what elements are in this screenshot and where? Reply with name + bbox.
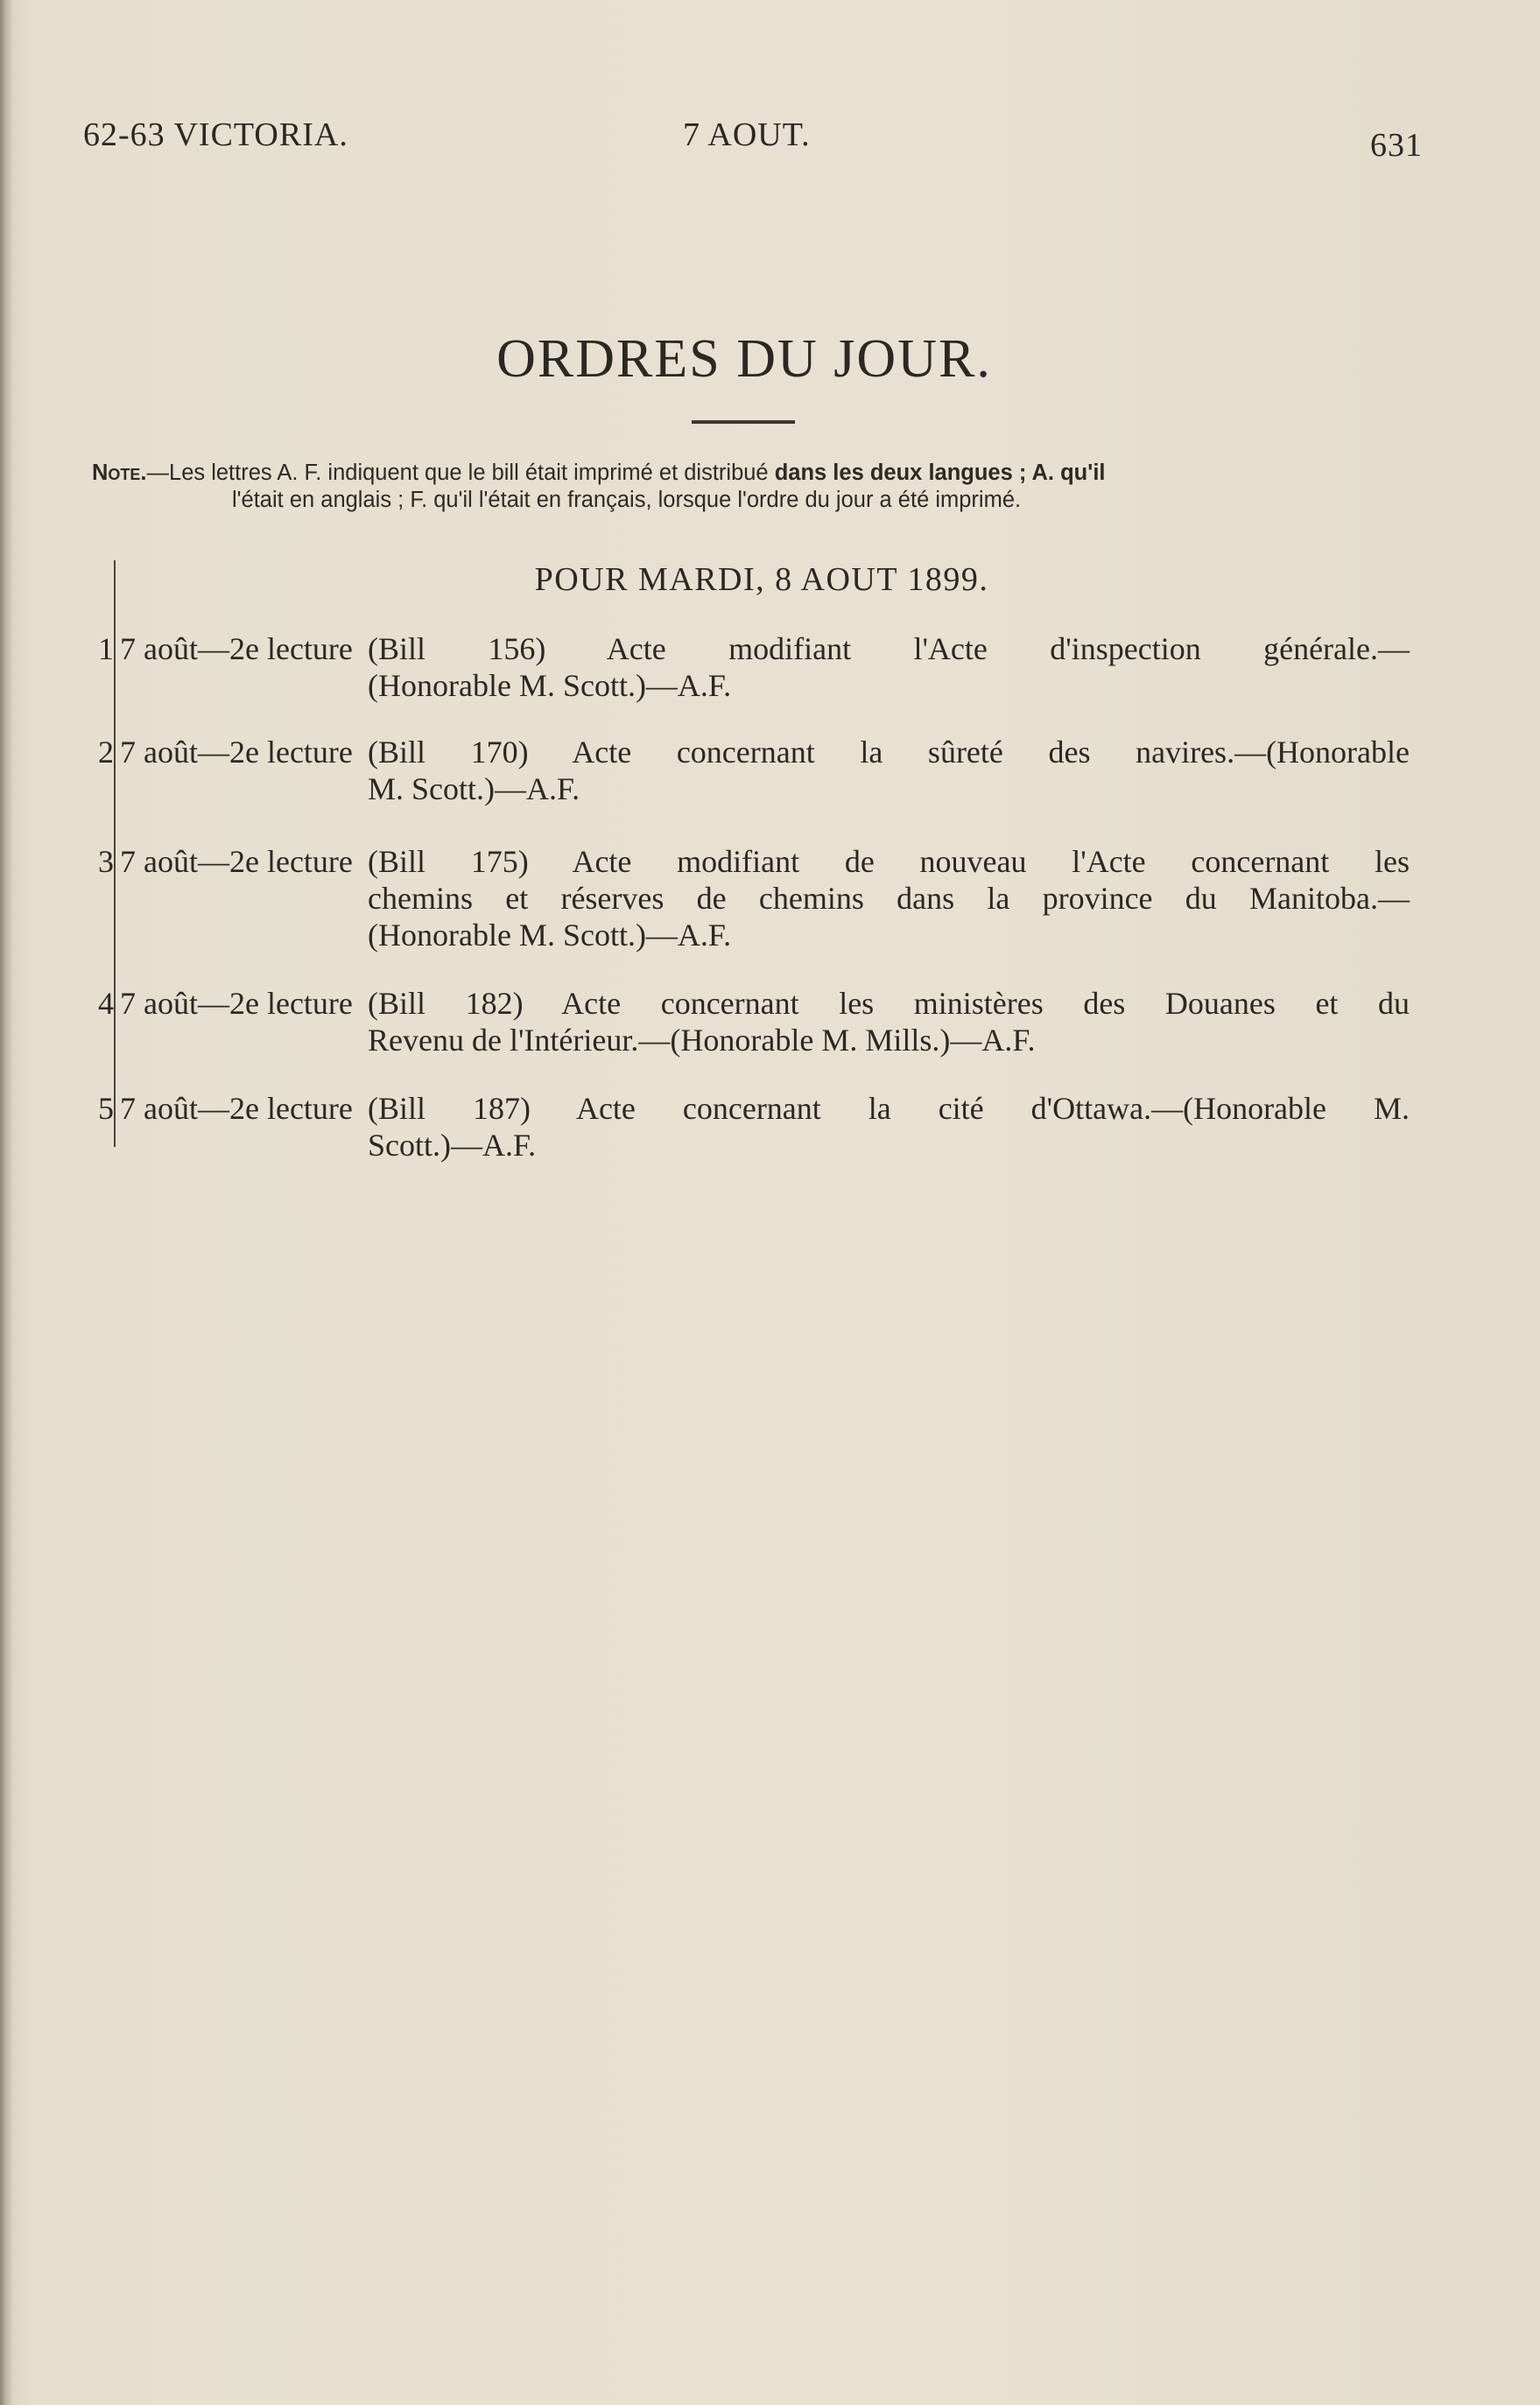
note-text-2: l'était en anglais ; F. qu'il l'était en français, lorsque l'ordre du jour a été imprimé. (232, 488, 1022, 512)
page-number: 631 (1370, 127, 1423, 164)
note-paragraph (92, 460, 1423, 514)
running-header (83, 116, 1423, 164)
note-text-bold: dans les deux langues ; A. qu'il (774, 461, 1106, 485)
item-text-line: (Bill 187) Acte concernant la cité d'Ottawa.—(Honorable M. (368, 1091, 1410, 1126)
item-text-line: Revenu de l'Intérieur.—(Honorable M. Mills.)—A.F. (368, 1023, 1036, 1058)
number-column-rule (114, 560, 116, 1147)
item-date: 7 août—2e lecture (120, 1091, 353, 1126)
title-rule (692, 420, 795, 424)
item-text-line: M. Scott.)—A.F. (368, 771, 580, 806)
section-subtitle: POUR MARDI, 8 AOUT 1899. (534, 561, 989, 598)
item-text-line: (Honorable M. Scott.)—A.F. (368, 668, 732, 703)
item-text-line: (Honorable M. Scott.)—A.F. (368, 918, 732, 953)
item-number: 4 (98, 986, 114, 1021)
item-date: 7 août—2e lecture (120, 631, 353, 666)
page-title: ORDRES DU JOUR. (496, 329, 992, 389)
item-text-line: (Bill 182) Acte concernant les ministères des Douanes et du (368, 986, 1410, 1021)
item-text-line: (Bill 170) Acte concernant la sûreté des navires.—(Honorable (368, 735, 1410, 770)
item-number: 3 (98, 844, 114, 879)
item-number: 5 (98, 1091, 114, 1126)
header-reign: 62-63 VICTORIA. (83, 116, 348, 153)
note-label: Note. (92, 461, 147, 485)
item-text-line: (Bill 156) Acte modifiant l'Acte d'inspection générale.— (368, 631, 1410, 666)
item-text-line: Scott.)—A.F. (368, 1128, 537, 1163)
item-date: 7 août—2e lecture (120, 735, 353, 770)
item-date: 7 août—2e lecture (120, 844, 353, 879)
header-date: 7 AOUT. (683, 116, 811, 153)
item-number: 2 (98, 735, 114, 770)
item-text-line: (Bill 175) Acte modifiant de nouveau l'Acte concernant les (368, 844, 1410, 879)
item-number: 1 (98, 631, 114, 666)
item-date: 7 août—2e lecture (120, 986, 353, 1021)
note-text-1: —Les lettres A. F. indiquent que le bill était imprimé et distribué (146, 461, 775, 485)
item-text-line: chemins et réserves de chemins dans la province du Manitoba.— (368, 881, 1410, 916)
